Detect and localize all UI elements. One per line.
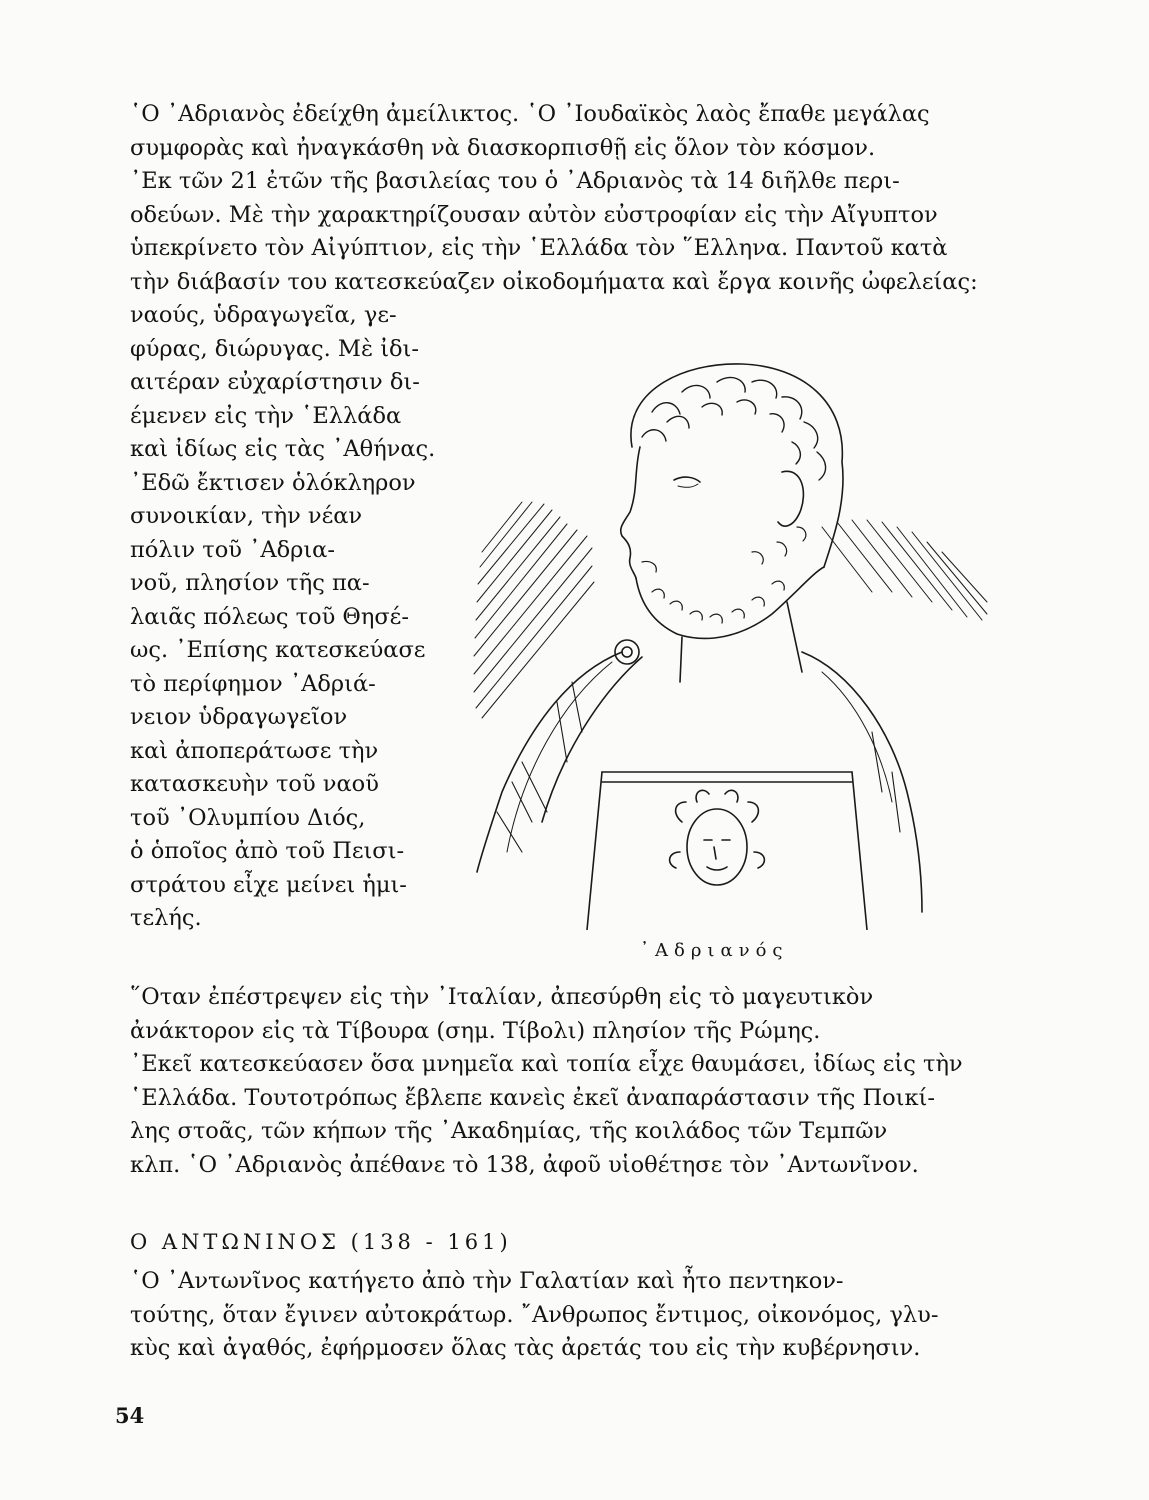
hadrian-bust-illustration bbox=[452, 352, 992, 930]
text-line: λαιᾶς πόλεως τοῦ Θησέ- bbox=[130, 603, 409, 630]
text-line: στράτου εἶχε μείνει ἡμι- bbox=[130, 871, 407, 898]
text-line: ὑπεκρίνετο τὸν Αἰγύπτιον, εἰς τὴν ῾Ελλάδα τὸν ῞Ελληνα. Παντοῦ κατὰ bbox=[130, 235, 948, 261]
page-number: 54 bbox=[115, 1403, 145, 1428]
text-line: κλπ. ῾Ο ᾿Αδριανὸς ἀπέθανε τὸ 138, ἀφοῦ υἱοθέτησε τὸν ᾿Αντωνῖνον. bbox=[130, 1151, 919, 1178]
text-line: καὶ ἰδίως εἰς τὰς ᾿Αθήνας. bbox=[130, 436, 436, 462]
paragraph-tibur-villa bbox=[130, 981, 990, 1182]
text-line: κατασκευὴν τοῦ ναοῦ bbox=[130, 771, 379, 797]
text-line: καὶ ἀποπεράτωσε τὴν bbox=[130, 737, 379, 764]
text-line: τελής. bbox=[130, 905, 202, 931]
text-line: τὴν διάβασίν του κατεσκεύαζεν οἰκοδομήματα καὶ ἔργα κοινῆς ὠφελείας: bbox=[130, 268, 978, 295]
text-line: ναούς, ὑδραγωγεῖα, γε- bbox=[130, 302, 397, 328]
text-line: αιτέραν εὐχαρίστησιν δι- bbox=[130, 369, 420, 395]
text-line: τὸ περίφημον ᾿Αδριά- bbox=[130, 670, 376, 697]
text-line: συνοικίαν, τὴν νέαν bbox=[130, 503, 363, 529]
hatching-left bbox=[474, 502, 594, 718]
face-profile bbox=[621, 447, 640, 578]
figure-caption: ᾿Αδριανός bbox=[640, 940, 789, 961]
text-line: ᾿Εκ τῶν 21 ἐτῶν τῆς βασιλείας του ὁ ᾿Αδριανὸς τὰ 14 διῆλθε περι- bbox=[130, 168, 900, 194]
text-line: ως. ᾿Επίσης κατεσκεύασε bbox=[130, 637, 426, 663]
neck bbox=[680, 602, 802, 682]
brooch bbox=[615, 640, 639, 664]
eye bbox=[674, 477, 700, 482]
text-line: νοῦ, πλησίον τῆς πα- bbox=[130, 570, 370, 596]
beard-outline bbox=[636, 567, 824, 638]
text-line: ῾Ο ᾿Αντωνῖνος κατήγετο ἀπὸ τὴν Γαλατίαν καὶ ἦτο πεντηκον- bbox=[130, 1268, 844, 1294]
text-line: έμενεν εἰς τὴν ῾Ελλάδα bbox=[130, 402, 402, 429]
text-line: φύρας, διώρυγας. Μὲ ἰδι- bbox=[130, 335, 419, 362]
beard-curls bbox=[642, 527, 806, 623]
text-line: οδεύων. Μὲ τὴν χαρακτηρίζουσαν αὐτὸν εὐστροφίαν εἰς τὴν Αἴγυπτον bbox=[130, 201, 938, 228]
hatching-right bbox=[822, 520, 987, 620]
ear bbox=[778, 471, 803, 526]
text-line: κὺς καὶ ἀγαθός, ἐφήρμοσεν ὅλας τὰς ἀρετάς του εἰς τὴν κυβέρνησιν. bbox=[130, 1335, 921, 1361]
text-line: ὁ ὁποῖος ἀπὸ τοῦ Πεισι- bbox=[130, 838, 405, 864]
section-heading-antoninus: Ο ΑΝΤΩΝΙΝΟΣ (138 - 161) bbox=[130, 1230, 512, 1254]
paragraph-hadrian-travels bbox=[130, 98, 990, 299]
medusa-gorgoneion bbox=[670, 790, 765, 885]
cloak-left bbox=[477, 652, 622, 872]
cuirass-body bbox=[587, 772, 867, 930]
text-line: τοῦ ᾿Ολυμπίου Διός, bbox=[130, 804, 366, 831]
text-line: ᾿Εκεῖ κατεσκεύασεν ὅσα μνημεῖα καὶ τοπία εἶχε θαυμάσει, ἰδίως εἰς τὴν bbox=[130, 1051, 963, 1077]
text-line: ἀνάκτορον εἰς τὰ Τίβουρα (σημ. Τίβολι) πλησίον τῆς Ρώμης. bbox=[130, 1017, 821, 1044]
text-line: ῞Οταν ἐπέστρεψεν εἰς τὴν ᾿Ιταλίαν, ἀπεσύρθη εἰς τὸ μαγευτικὸν bbox=[130, 984, 874, 1010]
text-line: ῾Ελλάδα. Τουτοτρόπως ἔβλεπε κανεὶς ἐκεῖ ἀναπαράστασιν τῆς Ποικί- bbox=[130, 1084, 935, 1111]
text-line: τούτης, ὅταν ἔγινεν αὐτοκράτωρ. ῎Ανθρωπος ἔντιμος, οἰκονόμος, γλυ- bbox=[130, 1301, 939, 1328]
text-line: νειον ὑδραγωγεῖον bbox=[130, 704, 348, 730]
paragraph-hadrian-buildings bbox=[130, 299, 450, 936]
text-line: συμφορὰς καὶ ἠναγκάσθη νὰ διασκορπισθῇ εἰς ὅλον τὸν κόσμον. bbox=[130, 134, 876, 161]
drapery-folds bbox=[497, 682, 900, 852]
hair-outline bbox=[631, 364, 843, 567]
text-line: ῾Ο ᾿Αδριανὸς ἐδείχθη ἀμείλικτος. ῾Ο ᾿Ιουδαϊκὸς λαὸς ἔπαθε μεγάλας bbox=[130, 101, 930, 127]
text-line: λης στοᾶς, τῶν κήπων τῆς ᾿Ακαδημίας, τῆς κοιλάδος τῶν Τεμπῶν bbox=[130, 1118, 888, 1144]
hair-curls bbox=[642, 377, 826, 480]
text-line: ᾿Εδῶ ἔκτισεν ὁλόκληρον bbox=[130, 469, 416, 496]
paragraph-antoninus bbox=[130, 1265, 990, 1366]
text-line: πόλιν τοῦ ᾿Αδρια- bbox=[130, 536, 335, 563]
